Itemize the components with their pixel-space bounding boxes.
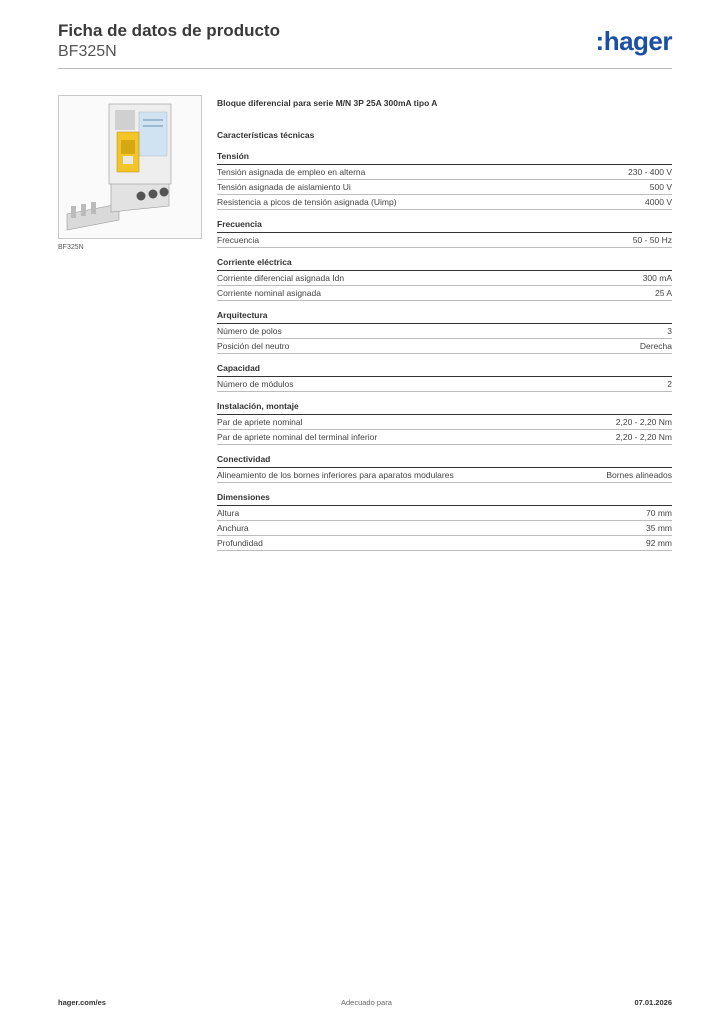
spec-row xyxy=(217,324,672,339)
spec-row xyxy=(217,180,672,195)
spec-row xyxy=(217,430,672,445)
spec-row xyxy=(217,165,672,180)
spec-value: Bornes alineados xyxy=(606,470,672,480)
spec-label: Tensión asignada de empleo en alterna xyxy=(217,167,366,177)
spec-section xyxy=(217,308,672,354)
spec-row xyxy=(217,377,672,392)
product-description: Bloque diferencial para serie M/N 3P 25A 300mA tipo A xyxy=(217,98,438,108)
spec-label: Corriente diferencial asignada Idn xyxy=(217,273,345,283)
spec-value: 70 mm xyxy=(646,508,672,518)
spec-row xyxy=(217,415,672,430)
spec-value: 35 mm xyxy=(646,523,672,533)
section-title: Arquitectura xyxy=(217,308,672,324)
spec-value: 300 mA xyxy=(642,273,672,283)
spec-row xyxy=(217,271,672,286)
spec-section xyxy=(217,217,672,248)
footer-date: 07.01.2026 xyxy=(634,998,672,1007)
spec-section xyxy=(217,255,672,301)
spec-value: 4000 V xyxy=(645,197,672,207)
footer-website: hager.com/es xyxy=(58,998,106,1007)
spec-label: Corriente nominal asignada xyxy=(217,288,321,298)
image-caption: BF325N xyxy=(58,244,84,251)
page-title: Ficha de datos de producto xyxy=(58,21,280,40)
hager-logo: :hager xyxy=(595,26,672,56)
section-title: Capacidad xyxy=(217,361,672,377)
section-title: Frecuencia xyxy=(217,217,672,233)
spec-row xyxy=(217,506,672,521)
spec-value: 3 xyxy=(667,326,672,336)
spec-section xyxy=(217,490,672,551)
spec-value: 500 V xyxy=(649,182,672,192)
spec-sections xyxy=(217,149,672,551)
spec-label: Par de apriete nominal del terminal inferior xyxy=(217,432,378,442)
spec-label: Número de módulos xyxy=(217,379,294,389)
spec-row xyxy=(217,521,672,536)
rcd-block-illustration xyxy=(59,96,201,238)
spec-label: Número de polos xyxy=(217,326,282,336)
section-title: Instalación, montaje xyxy=(217,399,672,415)
footer-center-text: Adecuado para xyxy=(341,998,392,1007)
spec-value: 50 - 50 Hz xyxy=(632,235,672,245)
spec-label: Altura xyxy=(217,508,240,518)
section-title: Tensión xyxy=(217,149,672,165)
section-title: Dimensiones xyxy=(217,490,672,506)
spec-row xyxy=(217,468,672,483)
spec-label: Posición del neutro xyxy=(217,341,290,351)
spec-label: Profundidad xyxy=(217,538,263,548)
spec-value: 92 mm xyxy=(646,538,672,548)
header-divider xyxy=(58,68,672,69)
spec-label: Frecuencia xyxy=(217,235,260,245)
section-title: Corriente eléctrica xyxy=(217,255,672,271)
spec-content xyxy=(217,96,672,551)
spec-row xyxy=(217,536,672,551)
spec-label: Tensión asignada de aislamiento Ui xyxy=(217,182,351,192)
spec-section xyxy=(217,399,672,445)
spec-value: 230 - 400 V xyxy=(628,167,672,177)
tech-heading: Características técnicas xyxy=(217,130,315,140)
spec-value: 2 xyxy=(667,379,672,389)
spec-label: Anchura xyxy=(217,523,249,533)
spec-section xyxy=(217,361,672,392)
spec-label: Resistencia a picos de tensión asignada (Uimp) xyxy=(217,197,397,207)
spec-row xyxy=(217,195,672,210)
spec-section xyxy=(217,149,672,210)
spec-row xyxy=(217,286,672,301)
spec-section xyxy=(217,452,672,483)
page-header xyxy=(58,20,672,62)
product-image xyxy=(58,95,202,239)
spec-value: 25 A xyxy=(654,288,672,298)
product-code: BF325N xyxy=(58,43,117,60)
spec-value: 2,20 - 2,20 Nm xyxy=(615,432,672,442)
section-title: Conectividad xyxy=(217,452,672,468)
spec-row xyxy=(217,233,672,248)
spec-value: 2,20 - 2,20 Nm xyxy=(615,417,672,427)
spec-label: Par de apriete nominal xyxy=(217,417,303,427)
spec-label: Alineamiento de los bornes inferiores para aparatos modulares xyxy=(217,470,454,480)
spec-value: Derecha xyxy=(639,341,672,351)
spec-row xyxy=(217,339,672,354)
